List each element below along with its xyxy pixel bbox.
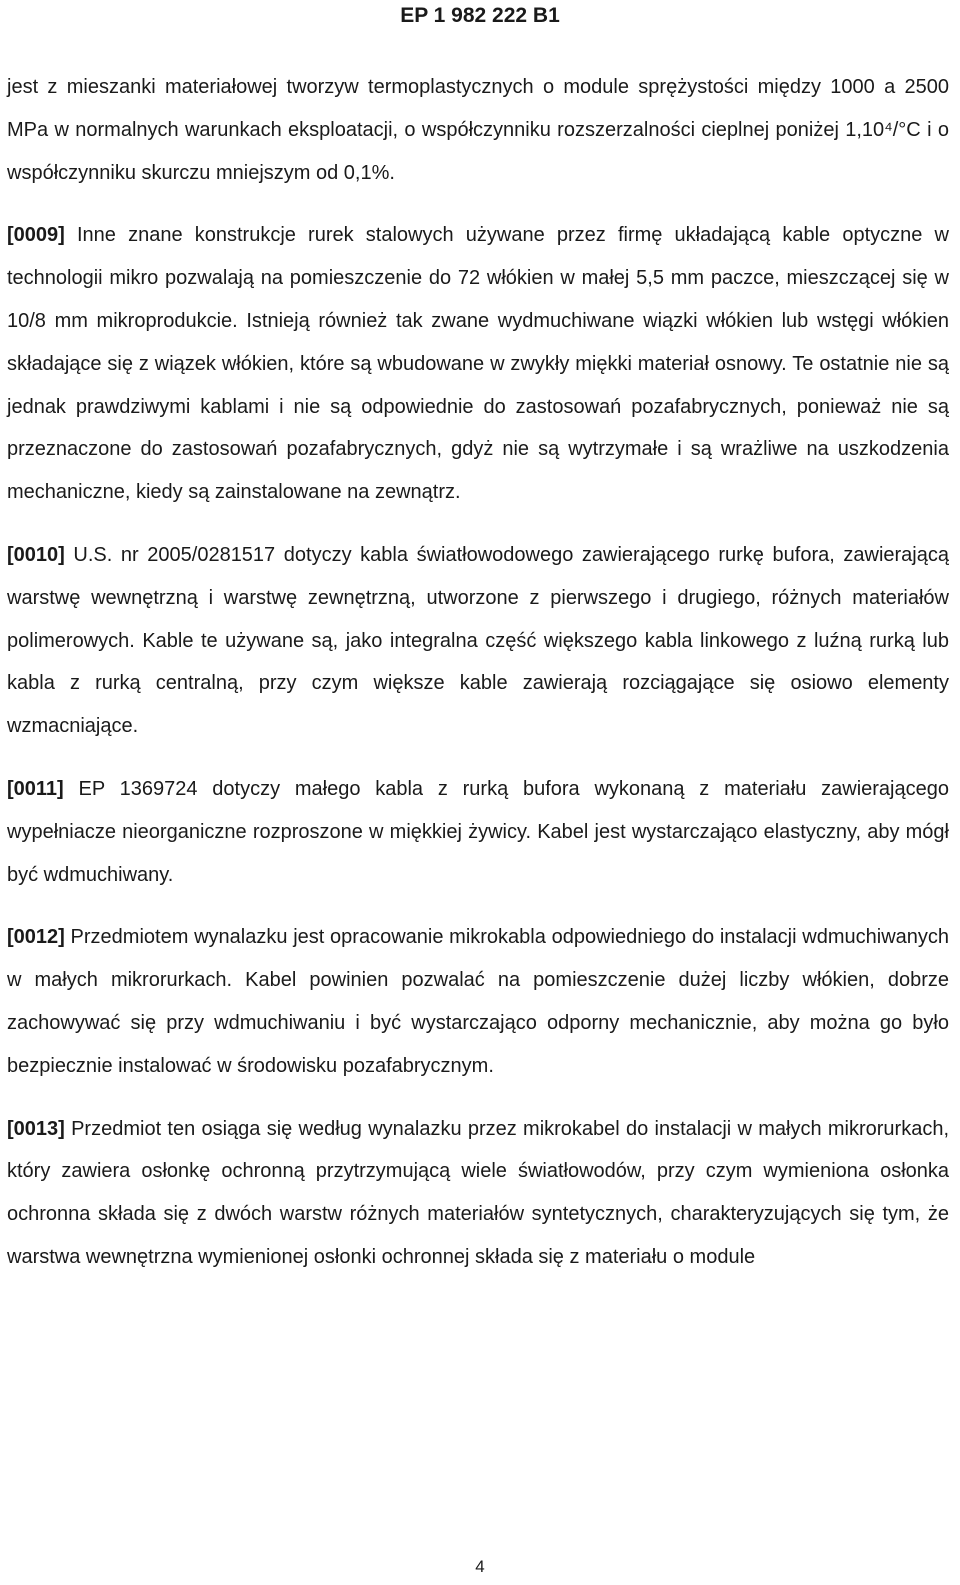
paragraph-number: [0011] [7,777,64,800]
paragraph-number: [0009] [7,224,65,247]
paragraph-0011 [7,768,949,896]
paragraph-text: Inne znane konstrukcje rurek stalowych używane przez firmę układającą kable optyczne w technologii mikro pozwalają na pomieszczenie do 72 włókien w małej 5,5 mm paczce, mieszczącej się w 10/8 mm mikroprodukcie. Istnieją również tak zwane wydmuchiwane wiązki włókien lub wstęgi włókien składające się z wiązek włókien, które są wbudowane w zwykły miękki materiał osnowy. Te ostatnie nie są jednak prawdziwymi kablami i nie są odpowiednie do zastosowań pozafabrycznych, ponieważ nie są przeznaczone do zastosowań pozafabrycznych, gdyż nie są wytrzymałe i są wrażliwe na uszkodzenia mechaniczne, kiedy są zainstalowane na zewnątrz. [7,224,949,504]
paragraph-text: EP 1369724 dotyczy małego kabla z rurką bufora wykonaną z materiału zawierającego wypełniacze nieorganiczne rozproszone w miękkiej żywicy. Kabel jest wystarczająco elastyczny, aby mógł być wdmuchiwany. [7,777,949,886]
paragraph-0009 [7,214,949,514]
paragraph-text: Przedmiotem wynalazku jest opracowanie mikrokabla odpowiedniego do instalacji wdmuchiwanych w małych mikrorurkach. Kabel powinien pozwalać na pomieszczenie dużej liczby włókien, dobrze zachowywać się przy wdmuchiwaniu i być wystarczająco odporny mechanicznie, aby można go było bezpiecznie instalować w środowisku pozafabrycznym. [7,926,950,1077]
paragraph-text: Przedmiot ten osiąga się według wynalazku przez mikrokabel do instalacji w małych mikrorurkach, który zawiera osłonkę ochronną przytrzymującą wiele światłowodów, przy czym wymieniona osłonka ochronna składa się z dwóch warstw różnych materiałów syntetycznych, charakteryzujących się tym, że warstwa wewnętrzna wymienionej osłonki ochronnej składa się z materiału o module [7,1117,949,1268]
publication-number: EP 1 982 222 B1 [400,4,560,27]
paragraph-0013 [7,1108,949,1279]
paragraph-continuation [7,66,949,194]
page-number: 4 [475,1557,485,1576]
paragraph-text: jest z mieszanki materiałowej tworzyw termoplastycznych o module sprężystości między 1000 a 2500 MPa w normalnych warunkach eksploatacji, o współczynniku rozszerzalności cieplnej poniżej 1,10⁴/°C i o współczynniku skurczu mniejszym od 0,1%. [7,76,949,184]
paragraph-number: [0013] [7,1117,65,1140]
paragraph-number: [0010] [7,543,65,566]
paragraph-number: [0012] [7,926,65,949]
paragraph-text: U.S. nr 2005/0281517 dotyczy kabla światłowodowego zawierającego rurkę bufora, zawierającą warstwę wewnętrzną i warstwę zewnętrzną, utworzone z pierwszego i drugiego, różnych materiałów polimerowych. Kable te używane są, jako integralna część większego kabla linkowego z luźną rurką lub kabla z rurką centralną, przy czym większe kable zawierają rozciągające się osiowo elementy wzmacniające. [7,543,949,738]
document-body [7,66,949,1299]
paragraph-0010 [7,534,949,748]
paragraph-0012 [7,916,949,1087]
